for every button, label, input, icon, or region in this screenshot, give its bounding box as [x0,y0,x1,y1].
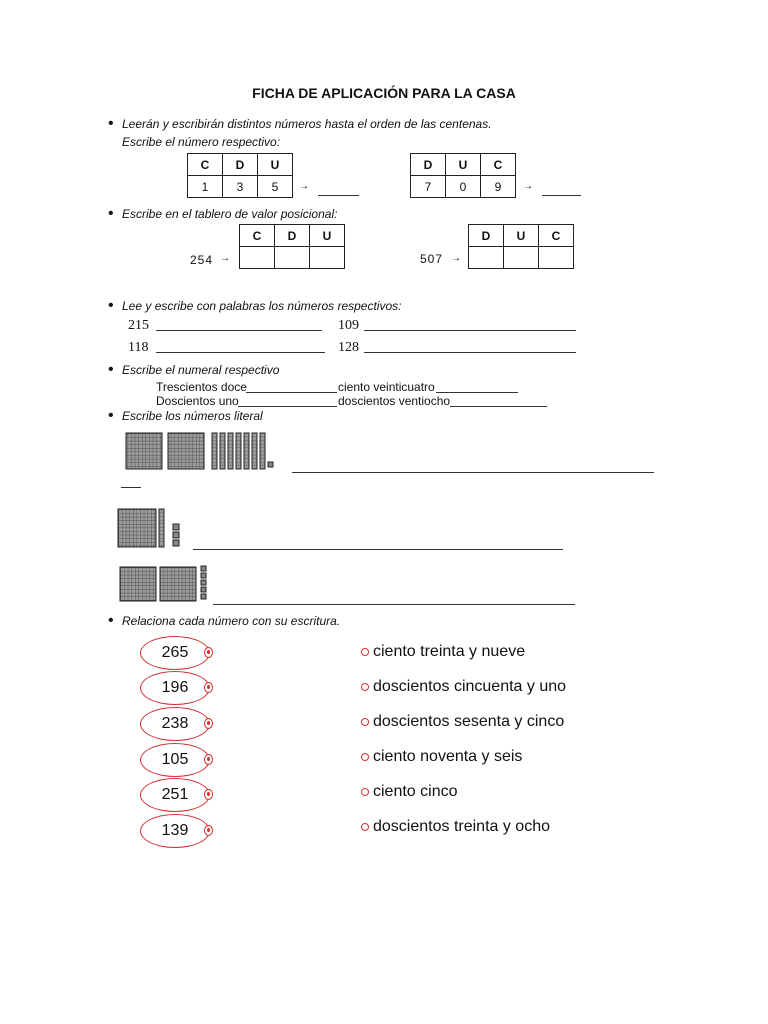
place-value-table-right [410,153,516,198]
number-oval: 139 [140,814,210,848]
answer-line [156,352,325,353]
answer-line [450,406,547,407]
value-cell: 5 [258,176,293,198]
answer-line [318,195,359,196]
arrow-icon: → [523,181,533,192]
word-option: doscientos treinta y ocho [373,818,550,835]
number-507: 507 [420,252,444,266]
base-ten-blocks-image [124,430,284,472]
number-oval: 105 [140,743,210,777]
instruction-2: Escribe en el tablero de valor posicional: [122,207,338,221]
base-ten-blocks-image [117,564,212,604]
word-option: doscientos cincuenta y uno [373,678,567,695]
header-cell: U [258,154,293,176]
word-item: Trescientos doce [156,380,247,394]
connector-dot[interactable] [361,718,369,726]
answer-line [213,604,575,605]
header-cell: D [469,225,504,247]
bullet: • [108,205,114,222]
base-ten-blocks-image [115,506,185,550]
connector-dot[interactable] [204,718,213,729]
arrow-icon: → [299,181,309,192]
place-value-board-right [468,224,574,269]
empty-cell[interactable] [240,247,275,269]
number-oval: 196 [140,671,210,705]
header-cell: C [188,154,223,176]
value-cell: 9 [481,176,516,198]
arrow-icon: → [220,253,230,264]
bullet: • [108,115,114,132]
number-item: 128 [338,340,359,355]
answer-line [364,330,576,331]
value-cell: 1 [188,176,223,198]
word-option: doscientos sesenta y cinco [373,713,565,730]
value-cell: 7 [411,176,446,198]
header-cell: C [240,225,275,247]
empty-cell[interactable] [469,247,504,269]
word-option: ciento noventa y seis [373,748,523,765]
number-oval: 251 [140,778,210,812]
word-item: ciento veinticuatro [338,380,435,394]
connector-dot[interactable] [361,648,369,656]
header-cell: D [411,154,446,176]
connector-dot[interactable] [204,789,213,800]
empty-cell[interactable] [275,247,310,269]
connector-dot[interactable] [361,753,369,761]
answer-line [246,392,337,393]
number-oval: 265 [140,636,210,670]
arrow-icon: → [451,253,461,264]
connector-dot[interactable] [204,682,213,693]
instruction-6: Relaciona cada número con su escritura. [122,614,341,628]
connector-dot[interactable] [361,683,369,691]
empty-cell[interactable] [539,247,574,269]
instruction-4: Escribe el numeral respectivo [122,363,280,377]
place-value-table-left [187,153,293,198]
bullet: • [108,612,114,629]
word-item: Doscientos uno [156,394,239,408]
answer-line [436,392,518,393]
header-cell: U [310,225,345,247]
word-option: ciento cinco [373,783,458,800]
header-cell: U [504,225,539,247]
connector-dot[interactable] [204,825,213,836]
number-oval: 238 [140,707,210,741]
answer-line [238,406,337,407]
place-value-board-left [239,224,345,269]
number-item: 118 [128,340,149,355]
header-cell: D [223,154,258,176]
answer-line [364,352,576,353]
subinstruction-1: Escribe el número respectivo: [122,135,281,149]
value-cell: 3 [223,176,258,198]
header-cell: U [446,154,481,176]
bullet: • [108,361,114,378]
connector-dot[interactable] [361,823,369,831]
number-item: 109 [338,318,359,333]
instruction-3: Lee y escribe con palabras los números respectivos: [122,299,402,313]
number-254: 254 [190,253,214,267]
empty-cell[interactable] [504,247,539,269]
instruction-1: Leerán y escribirán distintos números hasta el orden de las centenas. [122,117,492,131]
header-cell: C [539,225,574,247]
number-item: 215 [128,318,149,333]
answer-line [542,195,581,196]
value-cell: 0 [446,176,481,198]
answer-line [121,487,141,488]
word-item: doscientos ventiocho [338,394,451,408]
header-cell: C [481,154,516,176]
empty-cell[interactable] [310,247,345,269]
bullet: • [108,297,114,314]
connector-dot[interactable] [204,647,213,658]
bullet: • [108,407,114,424]
page-title: FICHA DE APLICACIÓN PARA LA CASA [252,85,516,101]
connector-dot[interactable] [204,754,213,765]
answer-line [193,549,563,550]
connector-dot[interactable] [361,788,369,796]
word-option: ciento treinta y nueve [373,643,526,660]
instruction-5: Escribe los números literal [122,409,263,423]
header-cell: D [275,225,310,247]
answer-line [156,330,322,331]
answer-line [292,472,654,473]
